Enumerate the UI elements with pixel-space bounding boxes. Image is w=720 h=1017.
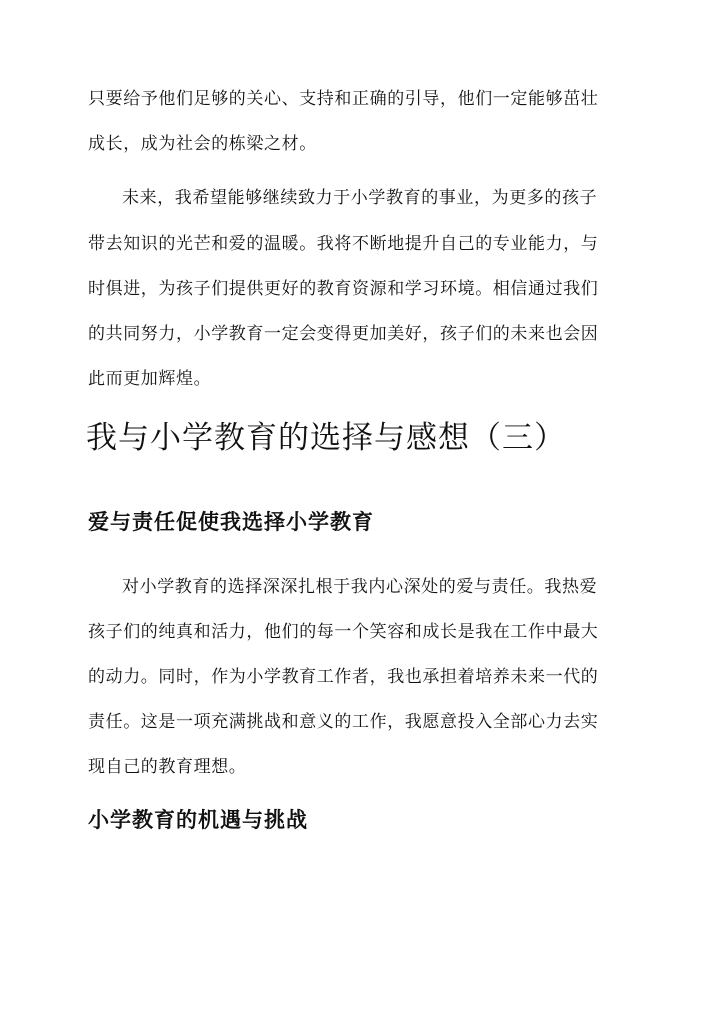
paragraph-line: 时俱进，为孩子们提供更好的教育资源和学习环境。相信通过我们 bbox=[88, 279, 599, 299]
paragraph-line: 的动力。同时，作为小学教育工作者，我也承担着培养未来一代的 bbox=[88, 667, 599, 687]
subheading: 小学教育的机遇与挑战 bbox=[88, 807, 308, 832]
subheading: 爱与责任促使我选择小学教育 bbox=[88, 509, 374, 534]
paragraph-line: 对小学教育的选择深深扎根于我内心深处的爱与责任。我热爱 bbox=[122, 577, 598, 597]
paragraph-line: 孩子们的纯真和活力，他们的每一个笑容和成长是我在工作中最大 bbox=[88, 622, 599, 642]
paragraph-line: 责任。这是一项充满挑战和意义的工作，我愿意投入全部心力去实 bbox=[88, 712, 599, 732]
paragraph-line: 的共同努力，小学教育一定会变得更加美好，孩子们的未来也会因 bbox=[88, 324, 599, 344]
paragraph-line: 现自己的教育理想。 bbox=[88, 757, 247, 777]
paragraph-line: 只要给予他们足够的关心、支持和正确的引导，他们一定能够茁壮 bbox=[88, 89, 599, 109]
paragraph-line: 带去知识的光芒和爱的温暖。我将不断地提升自己的专业能力，与 bbox=[88, 234, 599, 254]
section-title: 我与小学教育的选择与感想（三） bbox=[86, 420, 566, 456]
paragraph-line: 未来，我希望能够继续致力于小学教育的事业，为更多的孩子 bbox=[122, 188, 598, 208]
paragraph-line: 此而更加辉煌。 bbox=[88, 369, 212, 389]
paragraph-line: 成长，成为社会的栋梁之材。 bbox=[88, 134, 317, 154]
